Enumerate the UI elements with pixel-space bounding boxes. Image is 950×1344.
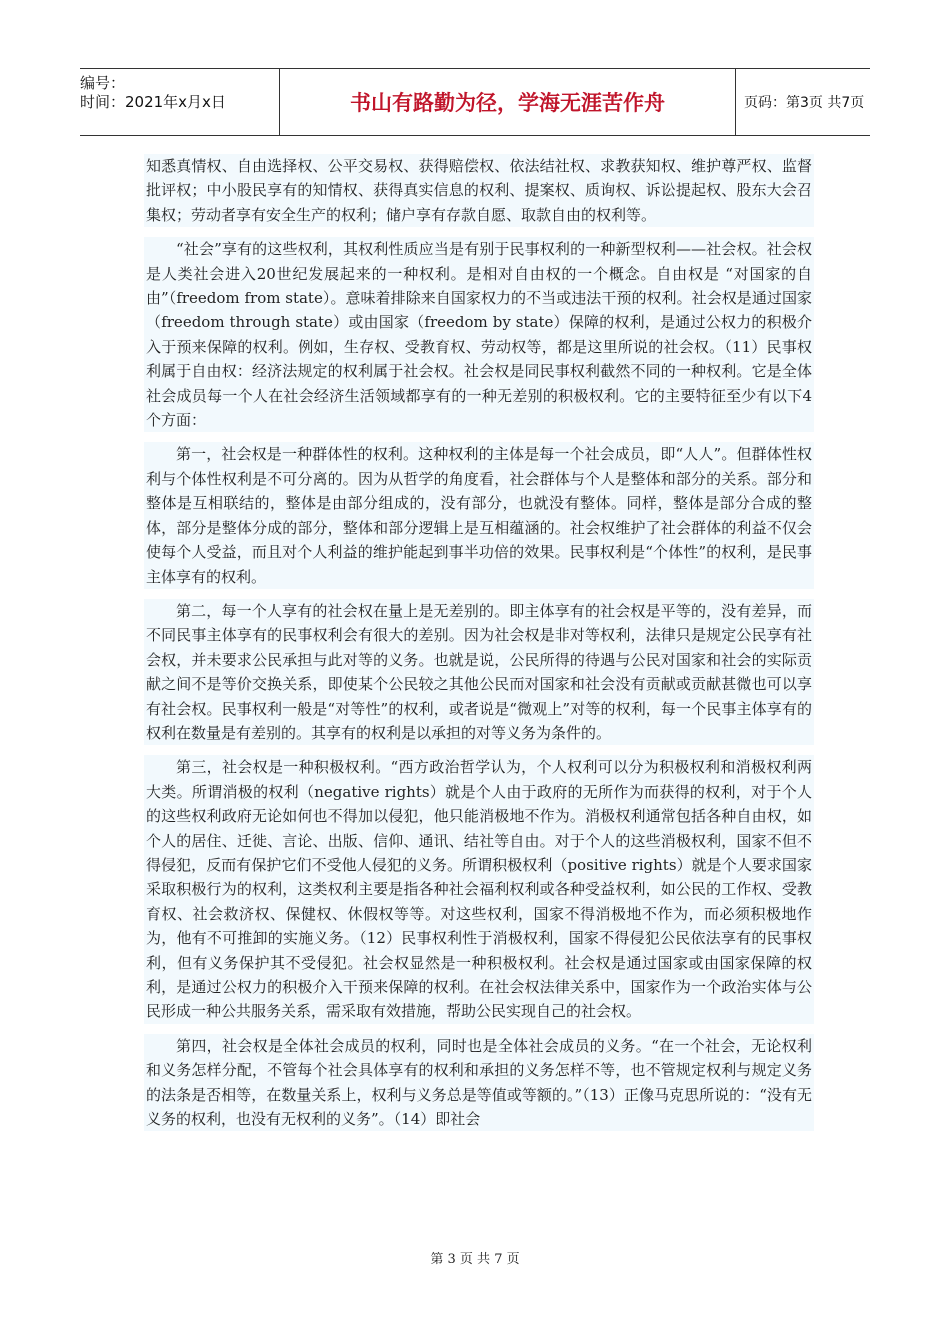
page-header bbox=[80, 68, 870, 136]
paragraph-second-feature: 第二，每一个人享有的社会权在量上是无差别的。即主体享有的社会权是平等的，没有差异，而不同民事主体享有的民事权利会有很大的差别。因为社会权是非对等权利，法律只是规定公民享有社会权，并未要求公民承担与此对等的义务。也就是说，公民所得的待遇与公民对国家和社会的实际贡献之间不是等价交换关系，即使某个公民较之其他公民而对国家和社会没有贡献或贡献甚微也可以享有社会权。民事权利一般是“对等性”的权利，或者说是“微观上”对等的权利，每一个民事主体享有的权利在数量是有差别的。其享有的权利是以承担的对等义务为条件的。 bbox=[144, 599, 814, 745]
document-body bbox=[144, 154, 814, 1141]
paragraph-social-rights: “社会”享有的这些权利，其权利性质应当是有别于民事权利的一种新型权利——社会权。社会权是人类社会进入20世纪发展起来的一种权利。是相对自由权的一个概念。自由权是 “对国家的自由”（freedom from state）。意味着排除来自国家权力的不当或违法干预的权利。社会权是通过国家（freedom through state）或由国家（freedom by state）保障的权利，是通过公权力的积极介入于预来保障的权利。例如，生存权、受教育权、劳动权等，都是这里所说的社会权。（11）民事权利属于自由权：经济法规定的权利属于社会权。社会权是同民事权利截然不同的一种权利。它是全体社会成员每一个人在社会经济生活领域都享有的一种无差别的积极权利。它的主要特征至少有以下4个方面： bbox=[144, 237, 814, 432]
number-label: 编号： bbox=[80, 74, 126, 92]
paragraph-third-feature: 第三，社会权是一种积极权利。“西方政治哲学认为，个人权利可以分为积极权利和消极权利两大类。所谓消极的权利（negative rights）就是个人由于政府的无所作为而获得的权利，对于个人的这些权利政府无论如何也不得加以侵犯，他只能消极地不作为。消极权利通常包括各种自由权，如个人的居住、迁徙、言论、出版、信仰、通讯、结社等自由。对于个人的这些消极权利，国家不但不得侵犯，反而有保护它们不受他人侵犯的义务。所谓积极权利（positive rights）就是个人要求国家采取积极行为的权利，这类权利主要是指各种社会福利权利或各种受益权利，如公民的工作权、受教育权、社会救济权、保健权、休假权等等。对这些权利，国家不得消极地不作为，而必须积极地作为，他有不可推卸的实施义务。（12）民事权利性于消极权利，国家不得侵犯公民依法享有的民事权利，但有义务保护其不受侵犯。社会权显然是一种积极权利。社会权是通过国家或由国家保障的权利，是通过公权力的积极介入干预来保障的权利。在社会权法律关系中，国家作为一个政治实体与公民形成一种公共服务关系，需采取有效措施，帮助公民实现自己的社会权。 bbox=[144, 755, 814, 1023]
date-label: 时间：2021年x月x日 bbox=[80, 93, 226, 111]
page-footer: 第 3 页 共 7 页 bbox=[430, 1252, 520, 1267]
header-page-label: 页码：第3页 共7页 bbox=[744, 95, 865, 111]
paragraph-fourth-feature: 第四，社会权是全体社会成员的权利，同时也是全体社会成员的义务。“在一个社会，无论权利和义务怎样分配，不管每个社会具体享有的权利和承担的义务怎样不等，也不管规定权利与规定义务的法条是否相等，在数量关系上，权利与义务总是等值或等额的。”（13）正像马克思所说的：“没有无义务的权利，也没有无权利的义务”。（14）即社会 bbox=[144, 1034, 814, 1132]
paragraph-rights-list: 知悉真情权、自由选择权、公平交易权、获得赔偿权、依法结社权、求教获知权、维护尊严权、监督批评权；中小股民享有的知情权、获得真实信息的权利、提案权、质询权、诉讼提起权、股东大会召集权；劳动者享有安全生产的权利；储户享有存款自愿、取款自由的权利等。 bbox=[144, 154, 814, 227]
header-meta bbox=[80, 69, 280, 135]
paragraph-first-feature: 第一，社会权是一种群体性的权利。这种权利的主体是每一个社会成员，即“人人”。但群体性权利与个体性权利是不可分离的。因为从哲学的角度看，社会群体与个人是整体和部分的关系。部分和整体是互相联结的，整体是由部分组成的，没有部分，也就没有整体。同样，整体是部分合成的整体，部分是整体分成的部分，整体和部分逻辑上是互相蕴涵的。社会权维护了社会群体的利益不仅会使每个人受益，而且对个人利益的维护能起到事半功倍的效果。民事权利是“个体性”的权利，是民事主体享有的权利。 bbox=[144, 442, 814, 588]
header-motto: 书山有路勤为径，学海无涯苦作舟 bbox=[280, 69, 736, 135]
